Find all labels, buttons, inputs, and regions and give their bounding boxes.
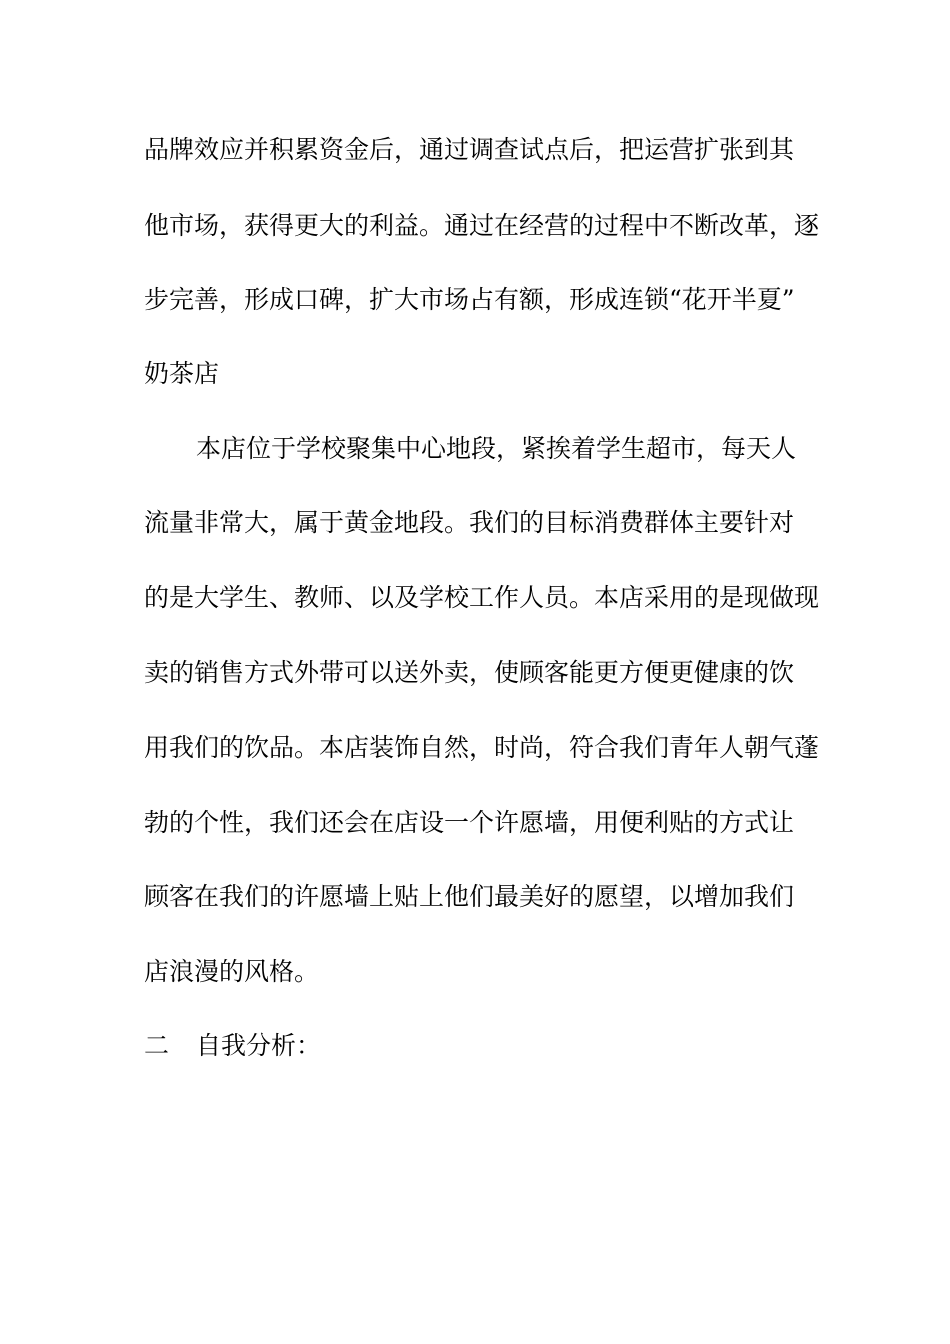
paragraph-1-line-4: 奶茶店 bbox=[144, 359, 220, 388]
paragraph-1-line-3: 步完善，形成口碑，扩大市场占有额，形成连锁“花开半夏” bbox=[144, 285, 795, 314]
paragraph-2-line-7: 顾客在我们的许愿墙上贴上他们最美好的愿望，以增加我们 bbox=[144, 882, 795, 911]
paragraph-1-line-2: 他市场，获得更大的利益。通过在经营的过程中不断改革，逐 bbox=[144, 211, 820, 240]
paragraph-2-line-5: 用我们的饮品。本店装饰自然，时尚，符合我们青年人朝气蓬 bbox=[144, 733, 820, 762]
paragraph-2-line-6: 勃的个性，我们还会在店设一个许愿墙，用便利贴的方式让 bbox=[144, 808, 795, 837]
paragraph-2-line-4: 卖的销售方式外带可以送外卖，使顾客能更方便更健康的饮 bbox=[144, 658, 795, 687]
paragraph-2-line-1: 本店位于学校聚集中心地段，紧挨着学生超市，每天人 bbox=[196, 434, 797, 463]
paragraph-2-line-3: 的是大学生、教师、以及学校工作人员。本店采用的是现做现 bbox=[144, 583, 820, 612]
paragraph-1-line-1: 品牌效应并积累资金后，通过调查试点后，把运营扩张到其 bbox=[144, 135, 795, 164]
paragraph-2-line-2: 流量非常大，属于黄金地段。我们的目标消费群体主要针对 bbox=[144, 508, 795, 537]
section-heading-title: 自我分析： bbox=[196, 1031, 322, 1060]
paragraph-2-line-8: 店浪漫的风格。 bbox=[144, 957, 320, 986]
section-heading-number: 二 bbox=[144, 1031, 170, 1060]
